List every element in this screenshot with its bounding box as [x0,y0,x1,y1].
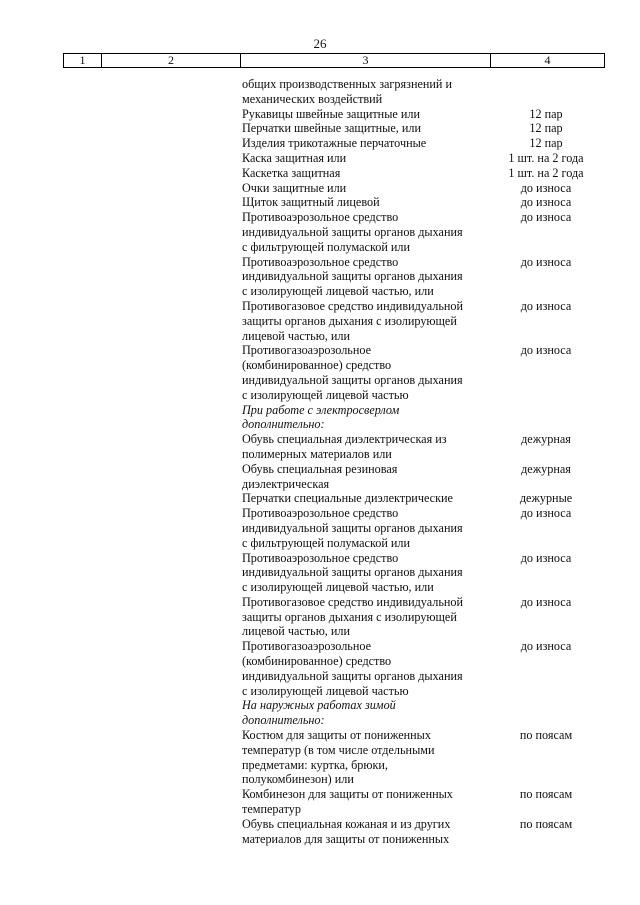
item-norm: дежурные [519,491,573,506]
section-heading-row [242,698,602,728]
header-column-2: 2 [102,54,241,67]
item-name: Противогазоаэрозольное (комбинированное) средство индивидуальной защиты органов дыхания с изолирующей лицевой частью [242,343,463,402]
item-norm: до износа [520,594,572,609]
item-name: Каска защитная или [242,150,347,165]
item-norm: до износа [520,254,572,269]
item-norm: до износа [520,210,572,225]
table-row [242,181,602,196]
item-name: При работе с электросверлом дополнительно: [242,402,400,432]
item-norm [490,698,602,728]
item-norm: 12 пар [529,121,563,136]
table-row [242,255,602,299]
table-row [242,151,602,166]
item-norm: до износа [520,195,572,210]
table-row [242,491,602,506]
header-column-4: 4 [544,53,551,67]
table-row [242,210,602,254]
item-norm [490,403,602,433]
item-name: Противоаэрозольное средство индивидуальной защиты органов дыхания с фильтрующей полумаской или [242,210,463,254]
item-norm: по поясам [519,728,573,743]
item-norm: дежурная [521,461,571,476]
table-row [242,639,602,698]
item-name: Противоаэрозольное средство индивидуальной защиты органов дыхания с фильтрующей полумаской или [242,506,463,550]
table-row [242,77,602,107]
item-name: Обувь специальная диэлектрическая из полимерных материалов или [242,432,447,461]
item-norm: до износа [520,343,572,358]
item-norm: до износа [520,639,572,654]
table-row [242,166,602,181]
header-column-1: 1 [64,54,102,67]
item-name: Перчатки специальные диэлектрические [242,491,453,506]
table-row [242,551,602,595]
item-norm [490,77,602,107]
item-norm: до износа [520,550,572,565]
table-row [242,595,602,639]
item-name: Обувь специальная резиновая диэлектрическая [242,461,398,491]
item-norm: 1 шт. на 2 года [508,150,584,165]
item-name: Противогазоаэрозольное (комбинированное) средство индивидуальной защиты органов дыхания с изолирующей лицевой частью [242,639,463,698]
table-header [63,53,605,68]
item-name: Противогазовое средство индивидуальной защиты органов дыхания с изолирующей лицевой частью, или [242,594,464,639]
item-name: Комбинезон для защиты от пониженных температур [242,787,453,817]
table-row [242,343,602,402]
item-name: Щиток защитный лицевой [242,195,380,210]
item-norm: по поясам [519,816,573,831]
item-name: Перчатки швейные защитные, или [242,121,422,136]
item-name: Рукавицы швейные защитные или [242,106,420,121]
item-name: Костюм для защиты от пониженных температур (в том числе отдельными предметами: куртка, брюки, полукомбинезон) или [242,728,435,787]
item-norm: до износа [520,506,572,521]
table-row [242,817,602,847]
item-norm: по поясам [519,787,573,802]
item-name: Каскетка защитная [242,165,341,180]
item-norm: 1 шт. на 2 года [508,165,584,180]
table-row [242,121,602,136]
item-name: Противоаэрозольное средство индивидуальной защиты органов дыхания с изолирующей лицевой частью, или [242,254,463,299]
item-norm: 12 пар [529,136,563,151]
item-norm: до износа [520,298,572,313]
table-row [242,462,602,492]
table-row [242,195,602,210]
item-name: Противогазовое средство индивидуальной защиты органов дыхания с изолирующей лицевой частью, или [242,298,464,343]
item-name: Обувь специальная кожаная и из других материалов для защиты от пониженных [242,816,451,846]
item-norm: дежурная [521,432,571,447]
table-row [242,432,602,462]
item-norm: до износа [520,180,572,195]
item-norm: 12 пар [529,106,563,121]
table-row [242,506,602,550]
item-name: Очки защитные или [242,180,347,195]
item-name: На наружных работах зимой дополнительно: [242,698,396,728]
item-name: Изделия трикотажные перчаточные [242,136,427,151]
table-row [242,136,602,151]
page-number: 26 [313,36,327,51]
table-row [242,107,602,122]
table-row [242,787,602,817]
item-name: Противоаэрозольное средство индивидуальной защиты органов дыхания с изолирующей лицевой частью, или [242,550,463,595]
header-column-3: 3 [241,54,491,67]
section-heading-row [242,403,602,433]
item-name: общих производственных загрязнений и механических воздействий [242,77,453,106]
table-row [242,728,602,787]
table-body [242,77,602,846]
table-row [242,299,602,343]
